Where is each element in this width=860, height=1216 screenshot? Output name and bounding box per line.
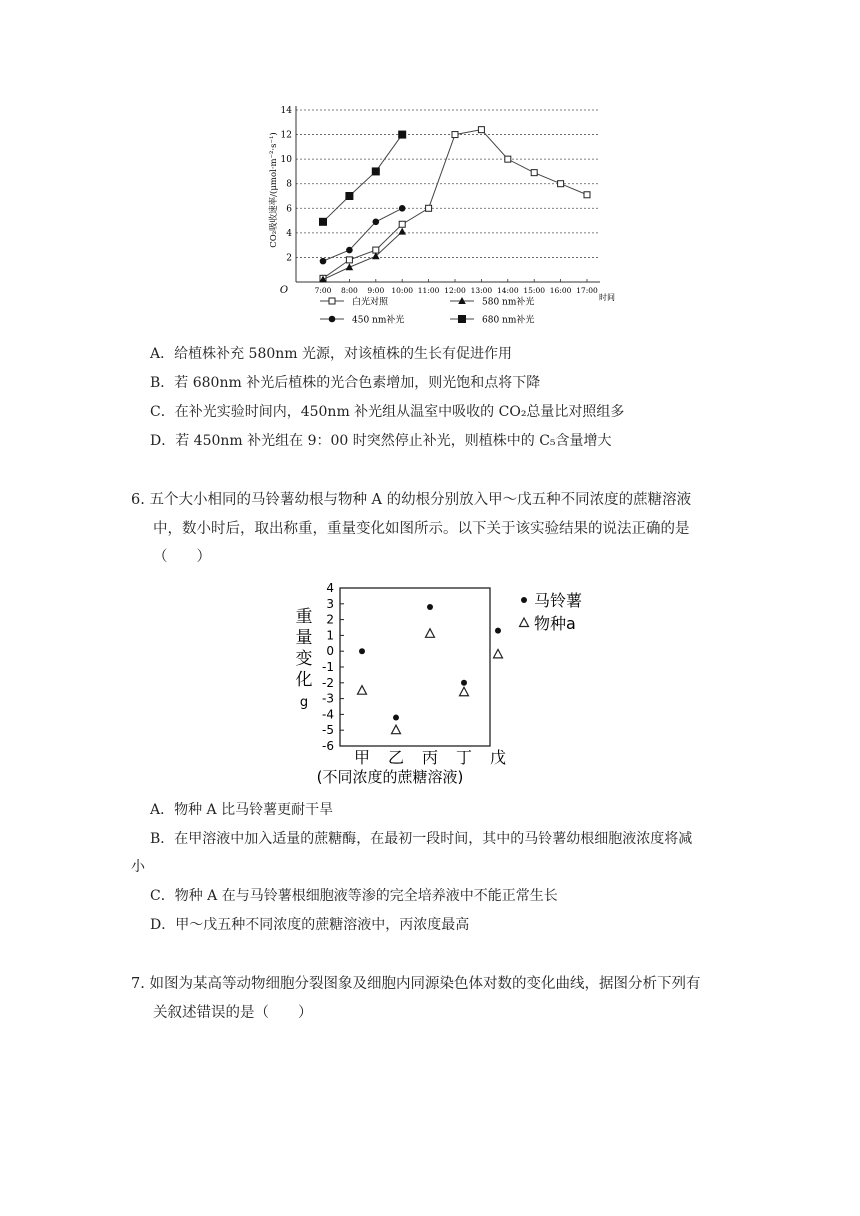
chart2-point bbox=[427, 604, 433, 610]
chart1-y-tick: 2 bbox=[286, 253, 292, 264]
chart1-point bbox=[531, 170, 537, 176]
chart1-x-tick: 14:00 bbox=[496, 286, 519, 295]
chart1-legend-label: 580 nm补光 bbox=[482, 297, 535, 308]
chart1-legend-label: 450 nm补光 bbox=[352, 315, 405, 326]
chart1-point bbox=[346, 247, 353, 254]
co2-absorption-line-chart bbox=[260, 100, 620, 335]
chart1-point bbox=[346, 257, 352, 263]
chart1-point bbox=[558, 181, 564, 187]
chart2-y-tick: 4 bbox=[326, 581, 334, 595]
weight-change-scatter-chart bbox=[280, 580, 620, 790]
q6-option-a: A．物种 A 比马铃薯更耐干旱 bbox=[150, 802, 334, 818]
chart1-point bbox=[373, 247, 379, 253]
chart1-ylabel: CO₂吸收速率/(μmol·m⁻²·s⁻¹) bbox=[269, 132, 279, 248]
chart2-ylabel-char: 量 bbox=[295, 628, 313, 648]
chart2-x-tick: 戊 bbox=[489, 748, 507, 767]
chart1-series-line-2 bbox=[323, 208, 402, 261]
chart2-y-tick: 3 bbox=[326, 596, 334, 611]
chart1-x-tick: 17:00 bbox=[576, 286, 598, 295]
chart2-point bbox=[495, 628, 501, 634]
chart1-legend-label: 680 nm补光 bbox=[482, 315, 535, 326]
chart1-x-tick: 10:00 bbox=[391, 286, 414, 295]
chart1-x-tick: 13:00 bbox=[470, 286, 493, 295]
chart1-x-tick: 16:00 bbox=[549, 286, 572, 295]
chart1-point bbox=[373, 219, 380, 226]
chart2-x-tick: 丙 bbox=[421, 748, 439, 767]
chart2-y-tick: -2 bbox=[322, 675, 334, 690]
chart1-y-tick: 14 bbox=[280, 106, 292, 116]
chart1-point bbox=[399, 221, 405, 227]
chart1-point bbox=[345, 192, 353, 200]
chart2-ylabel-char: 变 bbox=[295, 649, 313, 669]
q7-stem-line2: 关叙述错误的是（ ） bbox=[153, 1005, 313, 1021]
chart1-y-tick: 6 bbox=[286, 204, 292, 215]
chart1-xlabel: 时间 bbox=[599, 293, 615, 302]
q7-stem-line1: 7. 如图为某高等动物细胞分裂图象及细胞内同源染色体对数的变化曲线，据图分析下列有 bbox=[131, 976, 701, 992]
q6-stem-line2: 中，数小时后，取出称重，重量变化如图所示。以下关于该实验结果的说法正确的是 bbox=[153, 521, 690, 537]
q6-option-b-cont: 小 bbox=[131, 859, 145, 875]
chart2-legend-label: 物种a bbox=[534, 614, 576, 633]
chart1-x-tick: 8:00 bbox=[340, 286, 358, 295]
chart1-point bbox=[319, 218, 327, 226]
chart1-point bbox=[372, 167, 380, 175]
chart1-legend-marker bbox=[329, 316, 336, 323]
chart2-y-tick: -5 bbox=[322, 723, 334, 738]
chart2-y-tick: -6 bbox=[322, 739, 334, 753]
chart2-plot-frame bbox=[340, 588, 490, 746]
chart1-point bbox=[398, 131, 406, 139]
chart1-point bbox=[478, 127, 484, 133]
chart1-legend-label: 白光对照 bbox=[352, 297, 389, 308]
chart2-point bbox=[358, 686, 367, 695]
chart1-series-line-1 bbox=[323, 232, 402, 280]
chart2-y-tick: -1 bbox=[322, 660, 334, 674]
chart2-ylabel-char: 化 bbox=[295, 670, 313, 690]
chart1-point bbox=[320, 258, 327, 265]
q5-option-d: D．若 450nm 补光组在 9：00 时突然停止补光，则植株中的 C₅含量增大 bbox=[150, 433, 612, 449]
chart2-y-tick: -3 bbox=[322, 691, 334, 706]
q5-option-b: B．若 680nm 补光后植株的光合色素增加，则光饱和点将下降 bbox=[150, 375, 541, 391]
chart1-series-line-0 bbox=[323, 130, 587, 279]
chart2-ylabel-char: 重 bbox=[295, 607, 313, 627]
chart2-point bbox=[426, 629, 435, 638]
chart1-point bbox=[398, 228, 406, 235]
chart2-point bbox=[392, 725, 401, 734]
chart2-point bbox=[393, 715, 399, 721]
chart2-x-tick: 乙 bbox=[387, 748, 405, 767]
q6-stem-line3: （ ） bbox=[153, 549, 211, 565]
q6-option-c: C．物种 A 在与马铃薯根细胞液等渗的完全培养液中不能正常生长 bbox=[150, 888, 558, 904]
chart2-point bbox=[359, 648, 365, 654]
chart2-y-tick: 1 bbox=[326, 628, 334, 643]
chart1-x-tick: 11:00 bbox=[417, 286, 440, 295]
chart2-y-tick: -4 bbox=[322, 707, 334, 722]
chart1-y-tick: 12 bbox=[280, 130, 292, 141]
chart2-point bbox=[460, 687, 469, 696]
chart2-x-tick: 丁 bbox=[455, 748, 473, 767]
q6-stem-line1: 6. 五个大小相同的马铃薯幼根与物种 A 的幼根分别放入甲～戊五种不同浓度的蔗糖溶液 bbox=[131, 492, 692, 508]
chart2-legend-label: 马铃薯 bbox=[534, 591, 583, 610]
chart2-y-tick: 2 bbox=[326, 612, 334, 627]
chart2-legend-marker bbox=[520, 618, 529, 627]
chart2-point bbox=[494, 649, 503, 658]
chart2-point bbox=[461, 680, 467, 686]
q5-option-c: C．在补光实验时间内，450nm 补光组从温室中吸收的 CO₂总量比对照组多 bbox=[150, 404, 625, 420]
chart1-y-tick: 10 bbox=[280, 155, 292, 166]
chart1-point bbox=[346, 263, 354, 270]
chart1-y-tick: 4 bbox=[286, 228, 292, 239]
q6-option-d: D．甲～戊五种不同浓度的蔗糖溶液中，丙浓度最高 bbox=[150, 917, 470, 933]
chart1-point bbox=[505, 156, 511, 162]
chart1-legend-marker bbox=[458, 315, 466, 323]
chart2-ylabel-char: g bbox=[299, 695, 309, 710]
chart1-point bbox=[452, 132, 458, 138]
chart2-y-tick: 0 bbox=[326, 644, 334, 659]
chart1-legend-marker bbox=[329, 298, 335, 304]
q6-option-b: B．在甲溶液中加入适量的蔗糖酶，在最初一段时间，其中的马铃薯幼根细胞液浓度将减 bbox=[150, 831, 693, 847]
chart1-x-tick: 12:00 bbox=[444, 286, 466, 295]
chart1-y-tick: 8 bbox=[286, 179, 292, 190]
chart1-point bbox=[584, 192, 590, 198]
q5-option-a: A．给植株补充 580nm 光源，对该植株的生长有促进作用 bbox=[150, 346, 513, 362]
chart1-origin: O bbox=[279, 285, 289, 296]
chart2-legend-marker bbox=[521, 597, 527, 603]
chart1-x-tick: 7:00 bbox=[314, 286, 332, 295]
chart1-x-tick: 15:00 bbox=[523, 286, 546, 295]
chart1-x-tick: 9:00 bbox=[367, 286, 385, 295]
chart1-point bbox=[399, 205, 406, 212]
chart1-point bbox=[426, 205, 432, 211]
chart2-x-tick: 甲 bbox=[353, 748, 371, 767]
chart2-xlabel: (不同浓度的蔗糖溶液) bbox=[316, 768, 464, 786]
chart1-series-line-3 bbox=[323, 135, 402, 222]
